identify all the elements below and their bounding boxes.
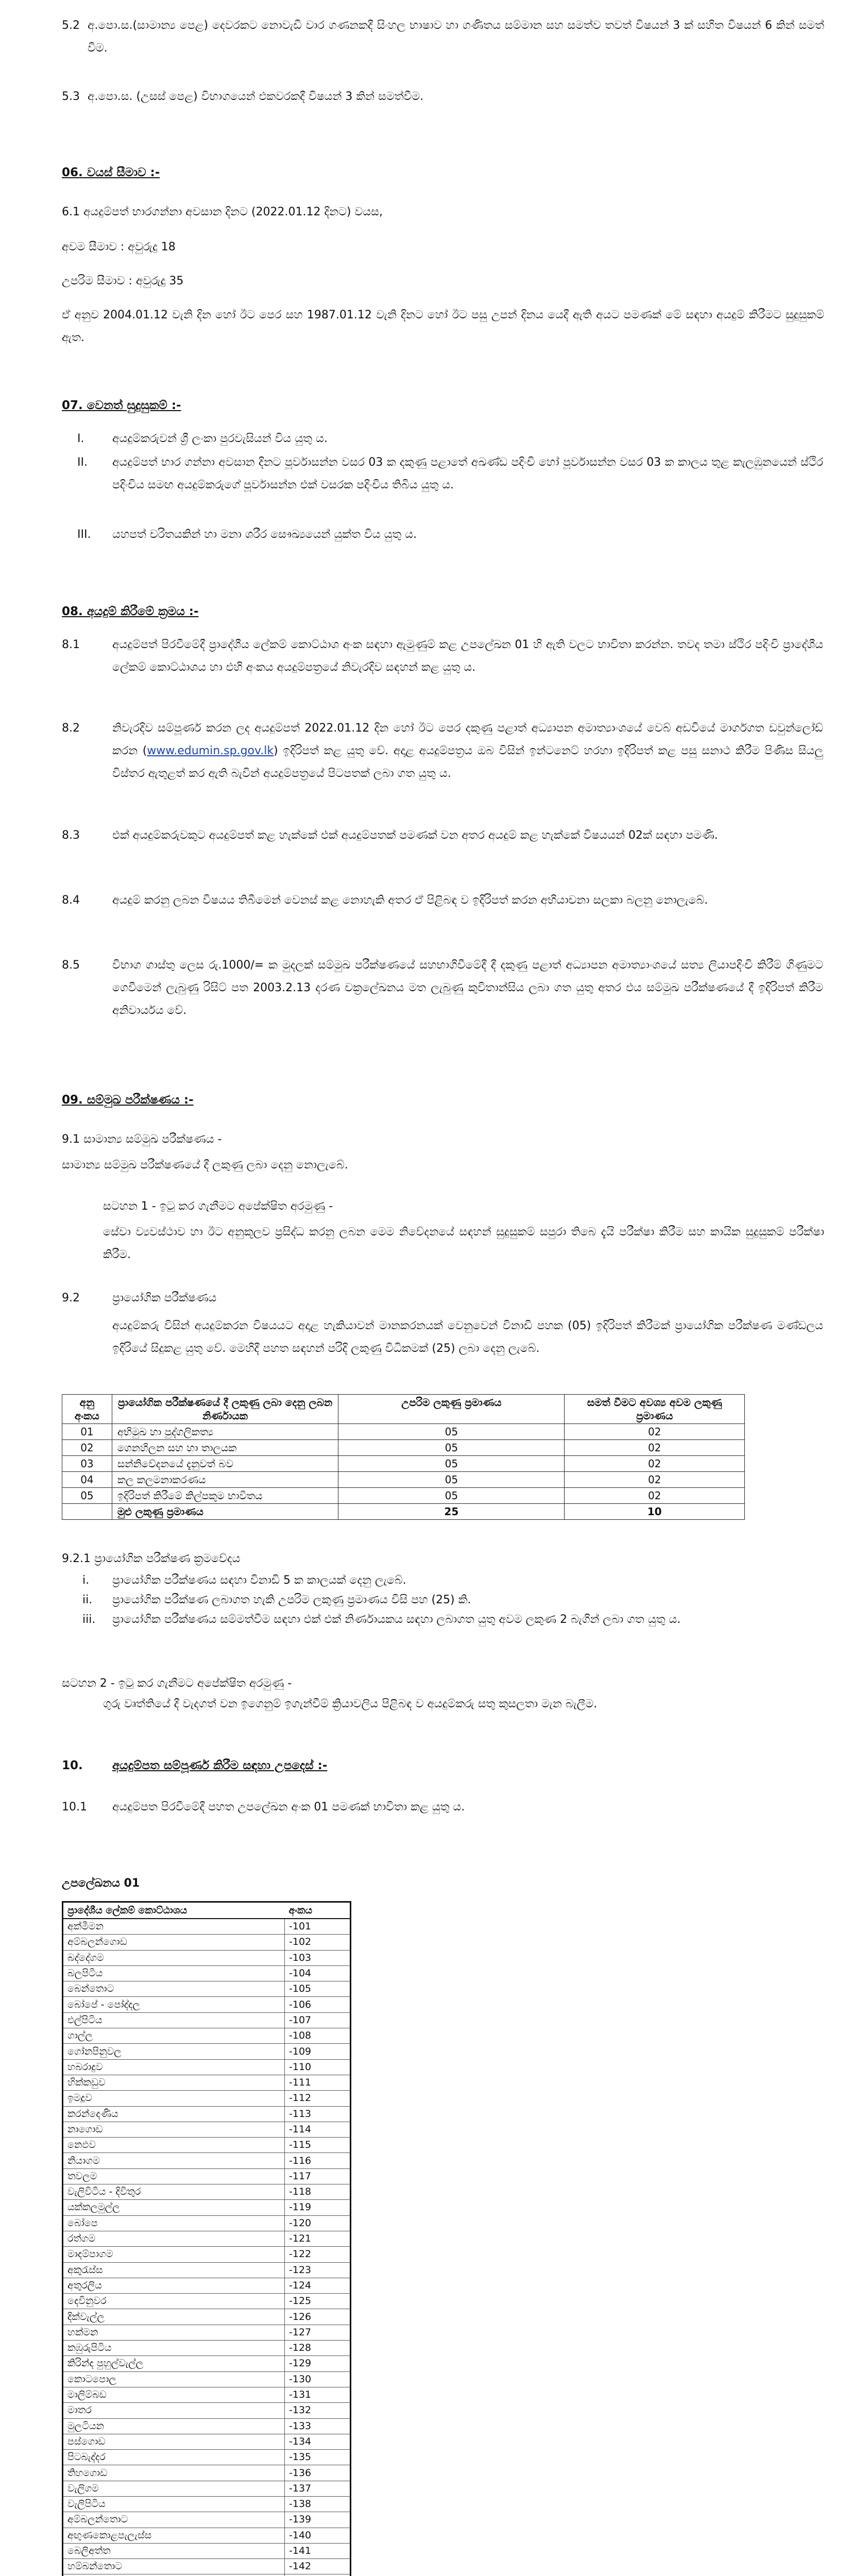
marks-header-no: අනු අංකය bbox=[62, 1395, 112, 1424]
division-row bbox=[63, 2465, 350, 2481]
item-10-1-text: අයදුම්පත පිරවීමේදී පහත උපලේඛන අංක 01 පමණක් භාවිතා කළ යුතු ය. bbox=[112, 1801, 465, 1814]
division-row bbox=[63, 2528, 350, 2543]
division-code: -101 bbox=[285, 1919, 350, 1935]
practical-marks-table bbox=[62, 1394, 745, 1520]
table-cell: 05 bbox=[338, 1456, 565, 1472]
marks-header-min: සමත් වීමට අවශ්‍ය අවම ලකුණු ප්‍රමාණය bbox=[565, 1395, 745, 1424]
table-cell: 10 bbox=[565, 1504, 745, 1520]
division-row bbox=[63, 1981, 350, 1997]
division-code: -109 bbox=[285, 2044, 350, 2059]
division-name: පස්ගොඩ bbox=[63, 2434, 285, 2449]
division-code: -136 bbox=[285, 2465, 350, 2481]
division-table bbox=[63, 1903, 350, 2576]
division-code: -114 bbox=[285, 2122, 350, 2137]
table-cell: 02 bbox=[565, 1440, 745, 1456]
division-code: -110 bbox=[285, 2059, 350, 2075]
division-name: ගෝනපිනුවල bbox=[63, 2044, 285, 2059]
division-row bbox=[63, 2278, 350, 2293]
division-row bbox=[63, 2138, 350, 2153]
age-range-text: ඒ අනුව 2004.01.12 වැනි දින හෝ ඊට පෙර සහ 1987.01.12 වැනි දිනට හෝ ඊට පසු උපන් දිනය යෙදී ඇති අයට පමණක් මේ සඳහා අයදුම් කිරීමට සුදුසුකම් ඇත. bbox=[62, 309, 824, 344]
item-8-2-text: නිවැරදිව සම්පූර්ණ කරන ලද අයදුම්පත් 2022.01.12 දින හෝ ඊට පෙර දකුණු පළාත් අධ්‍යාපන අමාත්‍යාංශයේ වෙබ් අඩවියේ මාර්ගගත ඩවුන්ලෝඩ් කරන (www.edumin.sp.gov.lk) ඉදිරිපත් කළ යුතු වේ. අදාළ අයදුම්පත්‍රය ඔබ විසින් ඉන්ටනෙට් හරහා ඉදිරිපත් කළ පසු සනාථ කිරීම පිණිස සියලු විස්තර ඇතුළත් කර ඇති බැවින් අයදුම්පත්‍රයේ පිටපතක් ලබා ගත යුතු ය. bbox=[112, 722, 823, 780]
table-cell: 03 bbox=[62, 1456, 112, 1472]
division-code: -119 bbox=[285, 2200, 350, 2215]
division-row bbox=[63, 2403, 350, 2418]
division-code: -140 bbox=[285, 2528, 350, 2543]
division-code: -132 bbox=[285, 2403, 350, 2418]
division-code: -116 bbox=[285, 2153, 350, 2168]
division-name: අතුරලිය bbox=[63, 2278, 285, 2293]
table-cell: මුළු ලකුණු ප්‍රමාණය bbox=[112, 1504, 338, 1520]
division-row bbox=[63, 2106, 350, 2122]
item-8-1-num: 8.1 bbox=[62, 638, 80, 651]
division-row bbox=[63, 2184, 350, 2200]
note-2-title: සටහන 2 - ඉටු කර ගැනීමට අපේක්ෂිත අරමුණු - bbox=[62, 1677, 292, 1690]
division-name: කිරින්ද පුහුල්වැල්ල bbox=[63, 2356, 285, 2371]
edumin-website-link[interactable]: www.edumin.sp.gov.lk bbox=[147, 744, 274, 757]
general-interview-note: සාමාන්‍ය සම්මුඛ පරීක්ෂණයේ දී ලකුණු ලබා දෙනු නොලැබේ. bbox=[62, 1159, 348, 1172]
division-code: -139 bbox=[285, 2512, 350, 2528]
division-code: -115 bbox=[285, 2138, 350, 2153]
table-cell: 02 bbox=[565, 1424, 745, 1440]
table-cell: 05 bbox=[338, 1488, 565, 1504]
division-name: බෝපේ - පෝද්දල bbox=[63, 1997, 285, 2012]
division-row bbox=[63, 2559, 350, 2574]
section-09-heading: 09. සම්මුඛ පරීක්ෂණය :- bbox=[62, 1093, 194, 1107]
division-name: කරන්දෙණිය bbox=[63, 2106, 285, 2122]
division-code: -120 bbox=[285, 2215, 350, 2231]
division-code: -117 bbox=[285, 2168, 350, 2184]
table-cell: 01 bbox=[62, 1424, 112, 1440]
division-col-name: ප්‍රාදේශීය ලේකම් කොට්ඨාශය bbox=[63, 1903, 285, 1919]
division-code: -118 bbox=[285, 2184, 350, 2200]
division-name: පිටබැද්දර bbox=[63, 2450, 285, 2465]
division-name: ගාල්ල bbox=[63, 2028, 285, 2044]
division-row bbox=[63, 2044, 350, 2059]
min-age: අවම සීමාව : අවුරුදු 18 bbox=[62, 241, 176, 253]
table-cell: ගෙනහිලන සහ හා තාලයක bbox=[112, 1440, 338, 1456]
division-row bbox=[63, 2418, 350, 2434]
division-code: -107 bbox=[285, 2012, 350, 2028]
table-cell: 02 bbox=[565, 1456, 745, 1472]
division-row bbox=[63, 2122, 350, 2137]
table-row bbox=[62, 1456, 745, 1472]
note-2-text: ගුරු වෘත්තියේ දී වැදගත් වන ඉගෙනුම් ඉගැන්වීම් ක්‍රියාවලිය පිළිබඳ ව අයදුම්කරු සතු කුසලතා මැන බැලීම. bbox=[103, 1698, 598, 1710]
table-cell: 02 bbox=[565, 1472, 745, 1488]
division-row bbox=[63, 1919, 350, 1935]
item-8-3-num: 8.3 bbox=[62, 829, 80, 842]
marks-header-max: උපරිම ලකුණු ප්‍රමාණය bbox=[338, 1395, 565, 1424]
table-row bbox=[62, 1472, 745, 1488]
division-row bbox=[63, 2371, 350, 2387]
division-name: මාදම්පාගම bbox=[63, 2247, 285, 2262]
item-07-ii-text: අයදුම්පත් භාර ගන්නා අවසාන දිනට පූර්වාසන්න වසර 03 ක දකුණු පළාතේ අඛණ්ඩ පදිංචි හෝ පූර්වාසන්න වසර 03 ක කාලය තුළ කැලඹුනයෙන් ස්ථිර පදිංචිය සමඟ අයදුම්කරුගේ පූර්වාසන්න එක් වසරක පදිංචිය තිබිය යුතු ය. bbox=[112, 456, 823, 492]
table-cell: 05 bbox=[62, 1488, 112, 1504]
method-iii-text: ප්‍රායෝගික පරීක්ෂණය සම්මත්වීම සඳහා එක් එක් නිර්ණායකය සඳහා ලබාගත යුතු අවම ලකුණ 2 බැගින් ලබා ගත යුතු ය. bbox=[112, 1613, 681, 1626]
division-name: අම්බලන්ගොඩ bbox=[63, 1935, 285, 1950]
practical-test-text: අයදුම්කරු විසින් අයදුම්කරන විෂයයට අදාළ හැකියාවන් මානකරනයක් වෙනුවෙන් විනාඩි පහක (05) ඉදිරිපත් කිරීමක් ප්‍රායෝගික පරීක්ෂණ මණ්ඩලය ඉදිරියේ සිදුකළ යුතු වේ. මෙහිදී පහත සඳහන් පරිදි ලකුණු විධිකමක් (25) ලබා දෙනු ලැබේ. bbox=[112, 1319, 823, 1355]
general-interview-title: 9.1 සාමාන්‍ය සම්මුඛ පරීක්ෂණය - bbox=[62, 1133, 222, 1146]
table-row bbox=[62, 1440, 745, 1456]
practical-method-title: 9.2.1 ප්‍රායෝගික පරීක්ෂණ ක්‍රමවේදය bbox=[62, 1552, 241, 1565]
division-name: රත්ගම bbox=[63, 2231, 285, 2246]
division-name: නියාගම bbox=[63, 2153, 285, 2168]
table-cell: 05 bbox=[338, 1424, 565, 1440]
division-code: -133 bbox=[285, 2418, 350, 2434]
table-cell: 04 bbox=[62, 1472, 112, 1488]
section-08-heading: 08. අයදුම් කිරීමේ ක්‍රමය :- bbox=[62, 605, 199, 618]
item-8-2-num: 8.2 bbox=[62, 722, 80, 735]
division-row bbox=[63, 2200, 350, 2215]
division-name: මාතර bbox=[63, 2403, 285, 2418]
division-row bbox=[63, 2168, 350, 2184]
schedule-title: උපලේඛනය 01 bbox=[62, 1877, 140, 1890]
division-code: -125 bbox=[285, 2294, 350, 2309]
table-cell: කල කලමනාකරණය bbox=[112, 1472, 338, 1488]
division-name: එල්පිටිය bbox=[63, 2012, 285, 2028]
division-name: හක්මන bbox=[63, 2325, 285, 2340]
division-code: -121 bbox=[285, 2231, 350, 2246]
division-schedule-box bbox=[62, 1901, 351, 2576]
practical-test-title: ප්‍රායෝගික පරීක්ෂණය bbox=[112, 1292, 217, 1304]
division-row bbox=[63, 2543, 350, 2558]
item-8-1-text: අයදුම්පත් පිරවීමේදී ප්‍රාදේශීය ලේකම් කොට්ඨාශ අංක සඳහා ඇමුණුම් කළ උපලේඛන 01 හි ඇති වලට භාවිතා කරන්න. තවද තමා ස්ථිර පදිංචි ප්‍රාදේශීය ලේකම් කොට්ඨාශය හා එහි අංකය අයදුම්පත්‍රයේ නිවැරදිව සඳහන් කළ යුතු ය. bbox=[112, 638, 823, 674]
table-cell: 02 bbox=[565, 1488, 745, 1504]
division-code: -129 bbox=[285, 2356, 350, 2371]
division-row bbox=[63, 2356, 350, 2371]
item-07-ii-num: II. bbox=[77, 456, 88, 469]
division-code: -123 bbox=[285, 2262, 350, 2278]
division-name: මාලිම්බඩ bbox=[63, 2387, 285, 2402]
division-row bbox=[63, 2294, 350, 2309]
division-code: -108 bbox=[285, 2028, 350, 2044]
division-row bbox=[63, 2075, 350, 2090]
division-name: දෙවිනුවර bbox=[63, 2294, 285, 2309]
division-row bbox=[63, 2153, 350, 2168]
division-name: හික්කඩුව bbox=[63, 2075, 285, 2090]
division-code: -105 bbox=[285, 1981, 350, 1997]
table-cell: 02 bbox=[62, 1440, 112, 1456]
method-i-text: ප්‍රායෝගික පරීක්ෂණය සඳහා විනාඩි 5 ක කාලයක් දෙනු ලැබේ. bbox=[112, 1574, 406, 1587]
division-code: -126 bbox=[285, 2309, 350, 2325]
division-name: මුලටියන bbox=[63, 2418, 285, 2434]
division-name: බද්දේගම bbox=[63, 1950, 285, 1965]
table-cell: අභිමුඛ හා පුද්ගලිකත්‍ය bbox=[112, 1424, 338, 1440]
division-name: තිහගොඩ bbox=[63, 2465, 285, 2481]
item-9-2-num: 9.2 bbox=[62, 1292, 80, 1304]
section-06-heading: 06. වයස් සීමාව :- bbox=[62, 166, 160, 179]
item-07-i-text: අයදුම්කරුවන් ශ්‍රී ලංකා පුරවැසියන් විය යුතු ය. bbox=[112, 432, 328, 445]
division-row bbox=[63, 2450, 350, 2465]
max-age: උපරිම සීමාව : අවුරුදු 35 bbox=[62, 275, 184, 287]
division-code: -127 bbox=[285, 2325, 350, 2340]
item-8-4-num: 8.4 bbox=[62, 894, 80, 907]
division-row bbox=[63, 2309, 350, 2325]
note-1-text: සේවා ව්‍යවස්ථාව හා ඊට අනුකූලව ප්‍රසිද්ධ කරනු ලබන මෙම නිවේදනයේ සඳහන් සුදුසුකම් සපුරා තිබෙ දැයි පරීක්ෂා කිරීම සහ කායික සුදුසුකම් පරීක්ෂා කිරීම. bbox=[103, 1226, 824, 1261]
division-code: -113 bbox=[285, 2106, 350, 2122]
table-cell: 05 bbox=[338, 1440, 565, 1456]
section-10-num: 10. bbox=[62, 1759, 83, 1772]
division-code: -128 bbox=[285, 2341, 350, 2356]
division-row bbox=[63, 1935, 350, 1950]
division-code: -124 bbox=[285, 2278, 350, 2293]
item-8-5-num: 8.5 bbox=[62, 959, 80, 972]
section-07-heading: 07. වෙනත් සුදුසුකම් :- bbox=[62, 399, 181, 412]
division-code: -142 bbox=[285, 2559, 350, 2574]
item-8-5-text: විභාග ගාස්තු ලෙස රු.1000/= ක මුදලක් සම්මුඛ පරීක්ෂණයේ සහභාගිවීමේදී දී දකුණු පළාත් අධ්‍යාපන අමාත්‍යාංශයේ සත්‍ය ලියාපදිංචි කිරීම් ගිණුමට ගෙවීමෙන් ලැබුණු රිසිට් පත 2003.2.13 දරණ චක්‍රලේඛනය මත ලැබුණු කුවිතාන්සිය ලබා ගත යුතු අතර එය සම්මුඛ පරීක්ෂණයේ දී ඉදිරිපත් කිරීම අනිවාර්යය වේ. bbox=[112, 959, 823, 1017]
division-row bbox=[63, 2028, 350, 2044]
division-row bbox=[63, 2341, 350, 2356]
table-cell: 25 bbox=[338, 1504, 565, 1520]
note-1-title: සටහන 1 - ඉටු කර ගැනීමට අපේක්ෂිත අරමුණු - bbox=[103, 1200, 333, 1213]
division-row bbox=[63, 2059, 350, 2075]
division-name: අකුරැස්ස bbox=[63, 2262, 285, 2278]
division-code: -112 bbox=[285, 2091, 350, 2106]
method-ii-num: ii. bbox=[82, 1594, 93, 1606]
item-07-i-num: I. bbox=[77, 432, 84, 445]
division-row bbox=[63, 2262, 350, 2278]
item-8-4-text: අයදුම් කරනු ලබන විෂයය තිබීමෙන් වෙනස් කළ නොහැකි අතර ඒ පිළිබඳ ව ඉදිරිපත් කරන අභියාචනා සලකා බලනු නොලැබේ. bbox=[112, 894, 708, 907]
item-07-iii-text: යහපත් චරිතයකින් හා මනා ශරීර සෞඛ්‍යයෙන් යුක්ත විය යුතු ය. bbox=[112, 528, 417, 541]
division-name: කඹුරුපිටිය bbox=[63, 2341, 285, 2356]
division-name: නෙඵව bbox=[63, 2138, 285, 2153]
item-5-2-text: අ.පො.ස.(සාමාන්‍ය පෙළ) දෙවරකට නොවැඩි වාර ගණනකදී සිංහල භාෂාව හා ගණිතය සම්මාන සහ සමත්ව තවත් විෂයන් 3 ක් සහිත විෂයන් 6 කින් සමත් විම. bbox=[88, 19, 824, 55]
division-code: -134 bbox=[285, 2434, 350, 2449]
item-8-3-text: එක් අයදුම්කරුවකුට අයදුම්පත් කළ හැක්කේ එක් අයදුම්පතක් පමණක් වන අතර අයදුම් කළ හැක්කේ විෂයයන් 02ක් සඳහා පමණි. bbox=[112, 829, 718, 842]
division-name: අඟුණකොළපැලැස්ස bbox=[63, 2528, 285, 2543]
division-name: කොටපොල bbox=[63, 2371, 285, 2387]
marks-header-criteria: ප්‍රායෝගික පරීක්ෂණයේ දී ලකුණු ලබා දෙනු ලබන නිර්ණායක bbox=[112, 1395, 338, 1424]
item-10-1-num: 10.1 bbox=[62, 1801, 87, 1814]
item-5-3-text: අ.පො.ස. (උසස් පෙළ) විභාගයෙන් එකවරකදී විෂයන් 3 කින් සමත්වීම. bbox=[88, 90, 424, 103]
division-name: බෝපෙ bbox=[63, 2215, 285, 2231]
division-name: නාගොඩ bbox=[63, 2122, 285, 2137]
table-cell: 05 bbox=[338, 1472, 565, 1488]
division-row bbox=[63, 2481, 350, 2496]
division-code: -104 bbox=[285, 1965, 350, 1981]
division-row bbox=[63, 2247, 350, 2262]
division-name: බෙලිඅත්ත bbox=[63, 2543, 285, 2558]
division-row bbox=[63, 2496, 350, 2512]
division-code: -131 bbox=[285, 2387, 350, 2402]
division-row bbox=[63, 2012, 350, 2028]
division-code: -106 bbox=[285, 1997, 350, 2012]
table-total-row bbox=[62, 1504, 745, 1520]
division-name: බෙන්තොට bbox=[63, 1981, 285, 1997]
division-name: වැලිවිටිය - දිවිතුර bbox=[63, 2184, 285, 2200]
item-07-iii-num: III. bbox=[77, 528, 91, 541]
division-code: -111 bbox=[285, 2075, 350, 2090]
division-name: වැලිගම bbox=[63, 2481, 285, 2496]
division-row bbox=[63, 2231, 350, 2246]
item-5-3-num: 5.3 bbox=[62, 90, 80, 103]
division-row bbox=[63, 2387, 350, 2402]
division-code: -122 bbox=[285, 2247, 350, 2262]
division-name: ඉමදූව bbox=[63, 2091, 285, 2106]
division-name: වැලිපිටිය bbox=[63, 2496, 285, 2512]
table-row bbox=[62, 1488, 745, 1504]
division-col-code: අංකය bbox=[285, 1903, 350, 1919]
method-i-num: i. bbox=[82, 1574, 90, 1587]
division-code: -103 bbox=[285, 1950, 350, 1965]
division-code: -137 bbox=[285, 2481, 350, 2496]
division-row bbox=[63, 1950, 350, 1965]
division-row bbox=[63, 2434, 350, 2449]
age-intro: 6.1 අයදුම්පත් භාරගන්නා අවසාන දිනට (2022.01.12 දිනට) වයස, bbox=[62, 206, 383, 218]
division-code: -102 bbox=[285, 1935, 350, 1950]
table-cell: ඉදිරිපත් කිරීමේ කිල්පකුම භාවිතය bbox=[112, 1488, 338, 1504]
division-row bbox=[63, 2325, 350, 2340]
section-10-heading: අයදුම්පත සම්පූර්ණ කිරීම සඳහා උපදෙස් :- bbox=[112, 1759, 328, 1772]
division-name: බලපිටිය bbox=[63, 1965, 285, 1981]
division-name: තවලම bbox=[63, 2168, 285, 2184]
division-name: හබරාදුව bbox=[63, 2059, 285, 2075]
table-row bbox=[62, 1424, 745, 1440]
division-name: යක්කලමුල්ල bbox=[63, 2200, 285, 2215]
table-cell: සන්නිවේදනයේ දැනුවත් බව bbox=[112, 1456, 338, 1472]
method-ii-text: ප්‍රායෝගික පරීක්ෂණ ලබාගත හැකි උපරිම ලකුණු ප්‍රමාණය විසි පහ (25) කි. bbox=[112, 1594, 471, 1606]
division-code: -135 bbox=[285, 2450, 350, 2465]
division-name: අක්මීමන bbox=[63, 1919, 285, 1935]
division-table-body bbox=[63, 1919, 350, 2576]
item-5-2-num: 5.2 bbox=[62, 19, 80, 32]
division-row bbox=[63, 2512, 350, 2528]
division-code: -130 bbox=[285, 2371, 350, 2387]
table-cell bbox=[62, 1504, 112, 1520]
division-name: දික්වැල්ල bbox=[63, 2309, 285, 2325]
division-code: -138 bbox=[285, 2496, 350, 2512]
division-code: -141 bbox=[285, 2543, 350, 2558]
division-row bbox=[63, 1997, 350, 2012]
division-name: අම්බලන්තොට bbox=[63, 2512, 285, 2528]
division-row bbox=[63, 2091, 350, 2106]
division-row bbox=[63, 1965, 350, 1981]
method-iii-num: iii. bbox=[82, 1613, 96, 1626]
division-name: හම්බන්තොට bbox=[63, 2559, 285, 2574]
division-row bbox=[63, 2215, 350, 2231]
